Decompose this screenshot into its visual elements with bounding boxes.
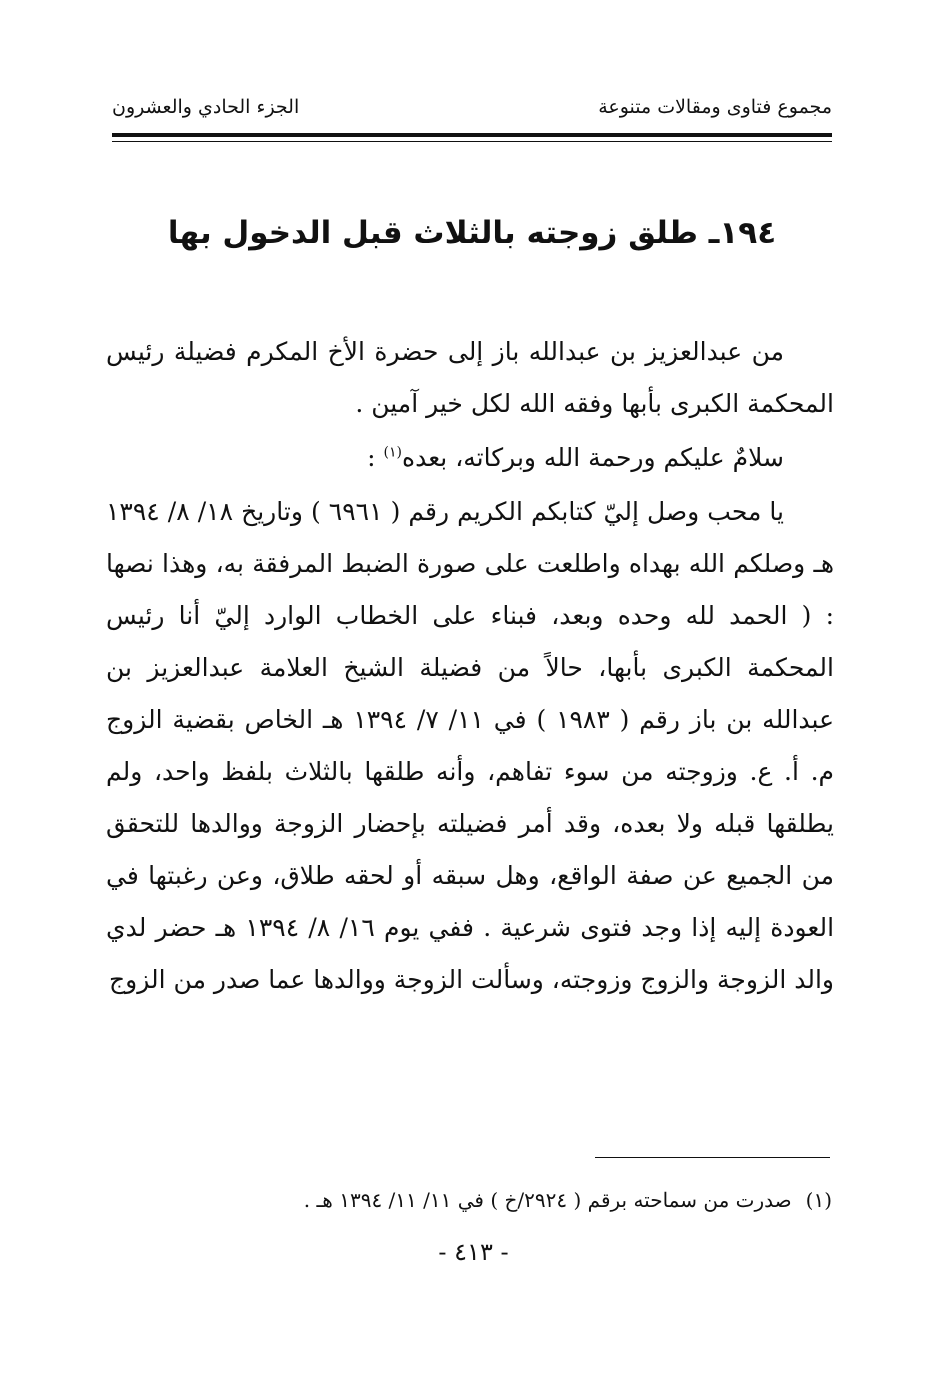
running-header (112, 96, 832, 126)
main-paragraph: يا محب وصل إليّ كتابكم الكريم رقم ( ٦٩٦١ ) وتاريخ ١٨/ ٨/ ١٣٩٤ هـ وصلكم الله بهداه واطلعت على صورة الضبط المرفقة به، وهذا نصها : ( الحمد لله وحده وبعد، فبناء على الخطاب الوارد إليّ أنا رئيس المحكمة الكبرى بأبها، حالاً من فضيلة الشيخ العلامة عبدالعزيز بن عبدالله بن باز رقم ( ١٩٨٣ ) في ١١/ ٧/ ١٣٩٤ هـ الخاص بقضية الزوج م. أ. ع. وزوجته من سوء تفاهم، وأنه طلقها بالثلاث بلفظ واحد، ولم يطلقها قبله ولا بعده، وقد أمر فضيلته بإحضار الزوجة ووالدها للتحقق من الجميع عن صفة الواقع، وهل سبقه أو لحقه طلاق، وعن رغبتها في العودة إليه إذا وجد فتوى شرعية . ففي يوم ١٦/ ٨/ ١٣٩٤ هـ حضر لدي والد الزوجة والزوج وزوجته، وسألت الزوجة ووالدها عما صدر من الزوج (106, 497, 835, 994)
footnote-rule (595, 1157, 830, 1158)
footnote-text: صدرت من سماحته برقم ( ٢٩٢٤/خ ) في ١١/ ١١/ ١٣٩٤ هـ . (303, 1188, 792, 1212)
header-rule-thin (112, 141, 832, 142)
volume-label: الجزء الحادي والعشرون (112, 96, 300, 118)
footnote (112, 1185, 832, 1215)
greeting-colon: : (367, 443, 376, 472)
body-text (106, 326, 834, 1006)
opening-paragraph: من عبدالعزيز بن عبدالله باز إلى حضرة الأخ المكرم فضيلة رئيس المحكمة الكبرى بأبها وفقه الله لكل خير آمين . (106, 337, 834, 418)
footnote-number: (١) (805, 1188, 832, 1212)
header-rule-thick (112, 133, 832, 137)
book-title: مجموع فتاوى ومقالات متنوعة (598, 96, 832, 118)
page-number: - ٤١٣ - (438, 1238, 509, 1266)
footnote-marker: (١) (383, 444, 403, 461)
greeting-text: سلامٌ عليكم ورحمة الله وبركاته، بعده (402, 443, 784, 472)
fatwa-title: ١٩٤ـ طلق زوجته بالثلاث قبل الدخول بها (167, 215, 777, 251)
greeting-paragraph (106, 432, 834, 484)
